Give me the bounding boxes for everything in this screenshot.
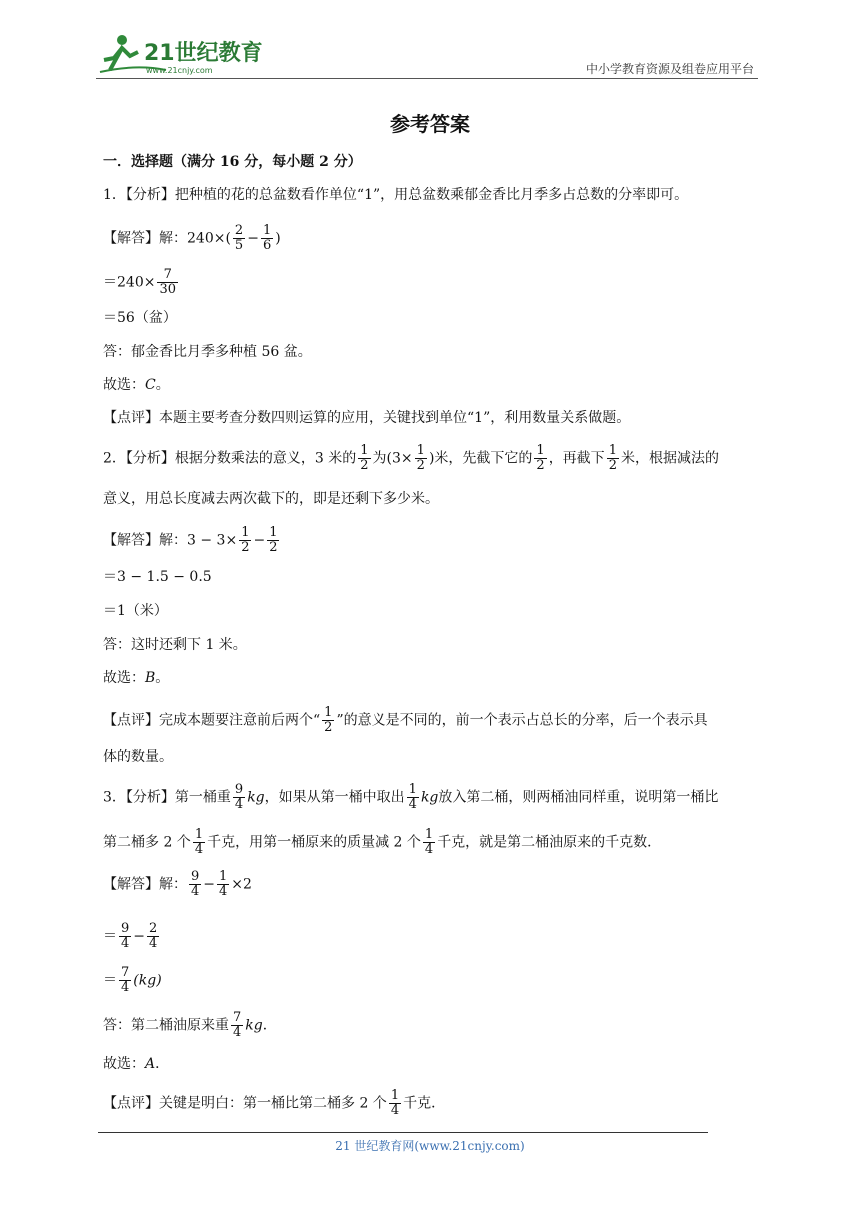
q3-analysis-line1: 3．【分析】第一桶重 $\frac{9}{4}$ kg，如果从第一桶中取出 $\frac{1}{4}$ kg放入第二桶，则两桶油同样重，说明第一桶比 [103,782,719,812]
logo-21cnjy [96,30,266,76]
q1-comment: 【点评】本题主要考查分数四则运算的应用，关键找到单位“1”，利用数量关系做题。 [103,410,631,426]
q3-comment: 【点评】关键是明白：第一桶比第二桶多 2 个 $\frac{1}{4}$ 千克． [103,1088,446,1118]
footer-rule [98,1132,708,1133]
q3-solution-step3: ＝ $\frac{7}{4}$ (kg) [103,965,162,995]
q1-answer: 答：郁金香比月季多种植 56 盆。 [103,344,312,360]
header-rule [96,78,758,79]
q2-comment-line1: 【点评】完成本题要注意前后两个“ $\frac{1}{2}$ ”的意义是不同的，前一个表示占总长的分率，后一个表示具 [103,705,708,735]
q3-choice: 故选：A． [103,1056,170,1072]
q2-analysis-line1: 2．【分析】根据分数乘法的意义，3 米的 $\frac{1}{2}$ 为(3× $\frac{1}{2}$ )米，先截下它的 $\frac{1}{2}$ ，再截下 $\frac{1}{2}$ 米，根据减法的 [103,443,719,473]
platform-tagline: 中小学教育资源及组卷应用平台 [585,62,754,76]
section-heading: 一．选择题（满分 16 分，每小题 2 分） [103,154,362,170]
q1-solution-step1: 【解答】解：240×( $\frac{2}{5}$ − $\frac{1}{6}$ ) [103,223,281,253]
q2-solution-step3: ＝1（米） [103,603,168,619]
q2-solution-step2: ＝3 − 1.5 − 0.5 [103,569,212,585]
svg-text:www.21cnjy.com: www.21cnjy.com [146,66,213,75]
q1-analysis: 1．【分析】把种植的花的总盆数看作单位“1”，用总盆数乘郁金香比月季多占总数的分率即可。 [103,187,689,203]
q3-answer: 答：第二桶油原来重 $\frac{7}{4}$ kg． [103,1010,277,1040]
q1-solution-step3: ＝56（盆） [103,310,177,326]
q2-solution-step1: 【解答】解：3 − 3× $\frac{1}{2}$ − $\frac{1}{2}$ [103,525,278,555]
page-header [96,30,758,80]
q2-answer: 答：这时还剩下 1 米。 [103,637,247,653]
q1-choice: 故选：C。 [103,377,170,393]
q3-solution-step2: ＝ $\frac{9}{4}$ − $\frac{2}{4}$ [103,921,158,951]
q2-choice: 故选：B。 [103,670,170,686]
q3-analysis-line2: 第二桶多 2 个 $\frac{1}{4}$ 千克，用第一桶原来的质量减 2 个 $\frac{1}{4}$ 千克，就是第二桶油原来的千克数． [103,827,662,857]
q1-solution-step2: ＝240× $\frac{7}{30}$ [103,267,176,297]
q2-comment-line2: 体的数量。 [103,749,173,765]
footer-link[interactable]: 21 世纪教育网(www.21cnjy.com) [335,1139,525,1153]
page-title: 参考答案 [390,112,470,136]
q3-solution-step1: 【解答】解： $\frac{9}{4}$ − $\frac{1}{4}$ ×2 [103,869,252,899]
q2-analysis-line2: 意义，用总长度减去两次截下的，即是还剩下多少米。 [103,491,439,507]
svg-text:21世纪教育: 21世纪教育 [144,41,263,66]
